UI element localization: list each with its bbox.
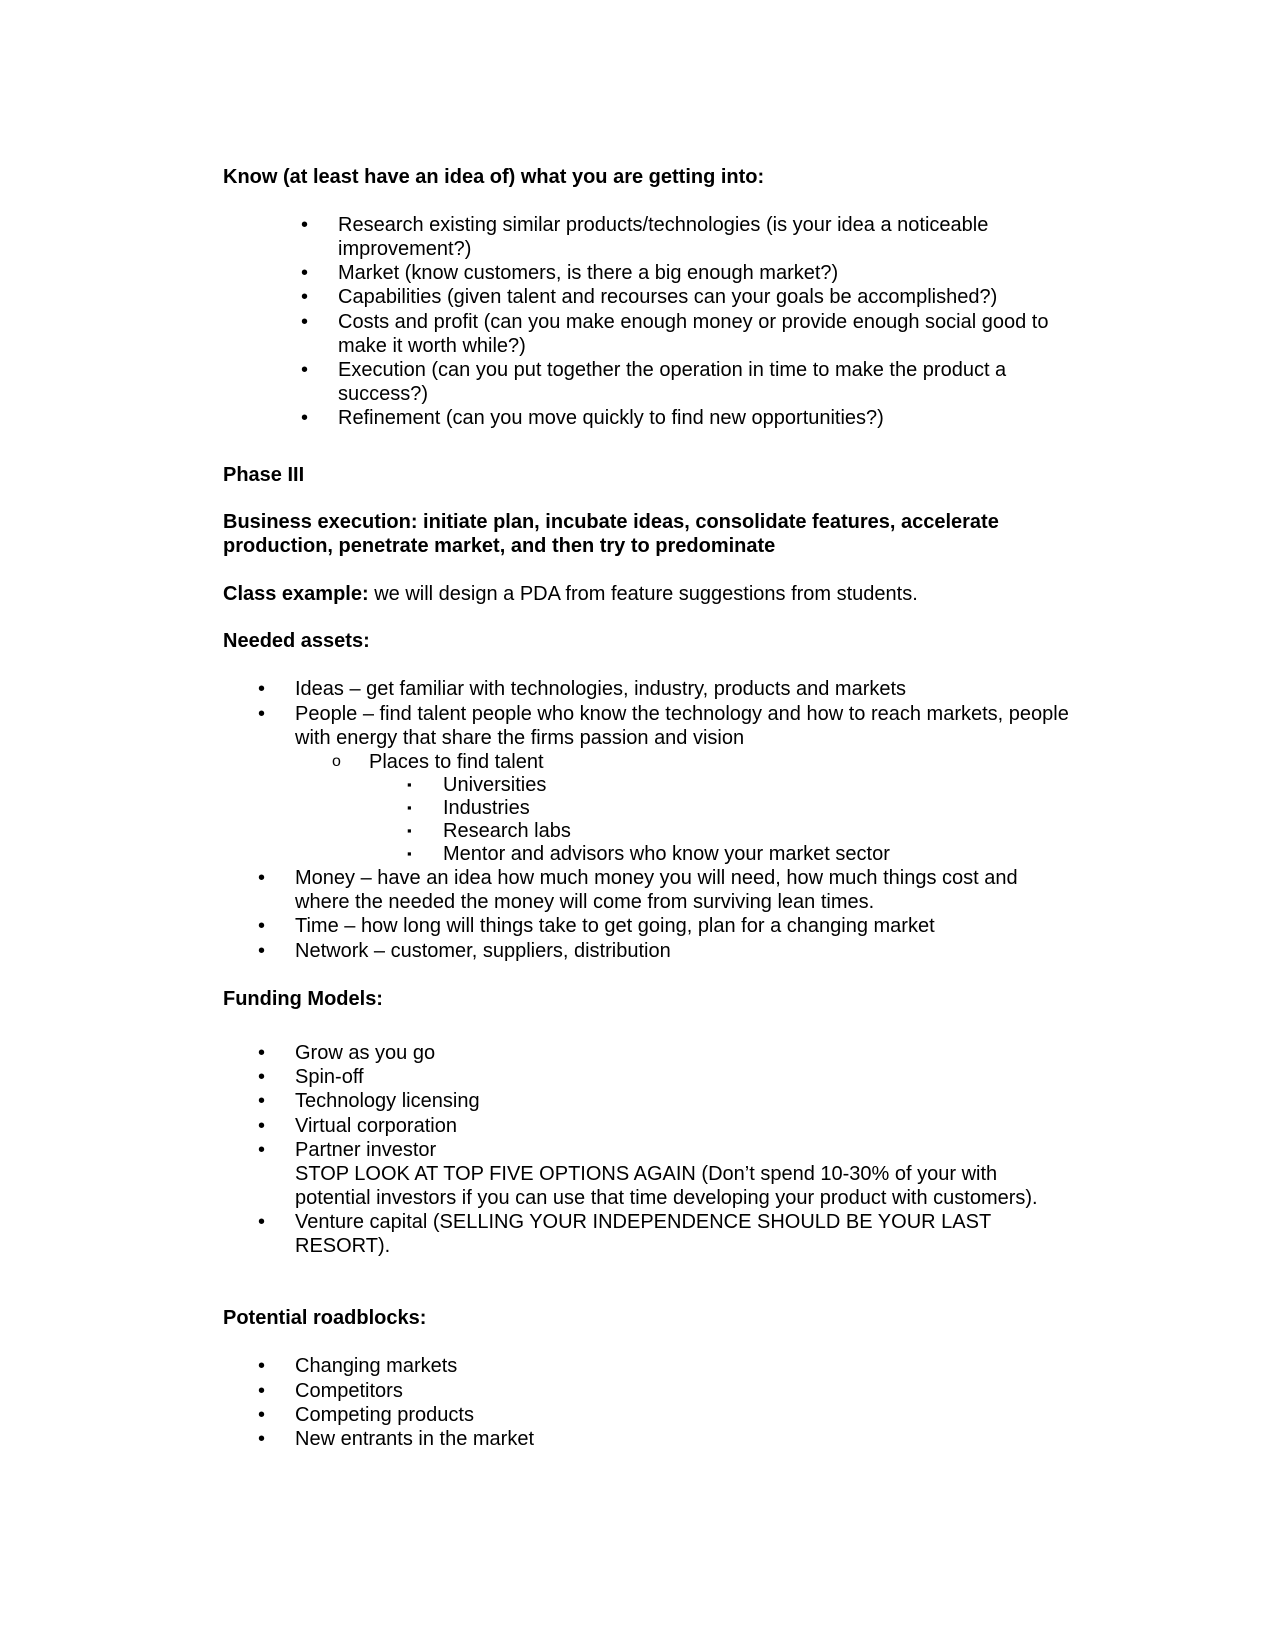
know-item-text: Market (know customers, is there a big enough market?) (338, 262, 839, 284)
list-item (258, 1041, 1075, 1065)
list-item (301, 285, 1083, 309)
place-item-text: Research labs (443, 820, 571, 842)
asset-ideas-text: Ideas – get familiar with technologies, industry, products and markets (295, 678, 907, 700)
bullet-glyph: • (258, 1115, 266, 1137)
bullet-glyph: • (258, 1211, 266, 1233)
asset-people-text: People – find talent people who know the technology and how to reach markets, people with energy that share the firms passion and vision (295, 703, 1069, 749)
bullet-glyph: • (258, 1404, 266, 1426)
asset-time-text: Time – how long will things take to get going, plan for a changing market (295, 915, 935, 937)
list-item (258, 866, 1075, 914)
list-item (258, 1065, 1075, 1089)
square-bullet-glyph: ▪ (407, 846, 412, 861)
know-heading: Know (at least have an idea of) what you are getting into: (223, 166, 765, 188)
roadblocks-heading: Potential roadblocks: (223, 1307, 427, 1329)
list-item (301, 406, 1083, 430)
square-bullet-glyph: ▪ (407, 800, 412, 815)
place-item-text: Mentor and advisors who know your market sector (443, 843, 890, 865)
roadblocks-list (258, 1354, 1075, 1451)
sub-bullet-glyph: o (332, 753, 341, 770)
class-example-label: Class example: (223, 583, 369, 605)
list-item (258, 1403, 1075, 1427)
phase-title: Phase III (223, 464, 305, 486)
funding-item-text: Grow as you go (295, 1042, 436, 1064)
bullet-glyph: • (258, 1042, 266, 1064)
list-item (258, 1427, 1075, 1451)
list-item (295, 796, 1075, 819)
bullet-glyph: • (258, 678, 266, 700)
know-item-text: Capabilities (given talent and recourses can your goals be accomplished?) (338, 286, 998, 308)
bullet-glyph: • (301, 262, 309, 284)
list-item (295, 750, 1075, 773)
funding-item-text: Spin-off (295, 1066, 364, 1088)
place-item-text: Universities (443, 774, 547, 796)
roadblock-item-text: New entrants in the market (295, 1428, 534, 1450)
partner-note: STOP LOOK AT TOP FIVE OPTIONS AGAIN (Don’t spend 10-30% of your with potential investors if you can use that time developing your product with customers). (295, 1163, 1038, 1209)
bullet-glyph: • (258, 867, 266, 889)
funding-item-text: Virtual corporation (295, 1115, 457, 1137)
asset-money-text: Money – have an idea how much money you will need, how much things cost and where the needed the money will come from surviving lean times. (295, 867, 1018, 913)
know-item-text: Costs and profit (can you make enough money or provide enough social good to make it worth while?) (338, 311, 1049, 357)
bullet-glyph: • (258, 940, 266, 962)
list-item (301, 358, 1083, 406)
venture-capital-text: Venture capital (SELLING YOUR INDEPENDENCE SHOULD BE YOUR LAST RESORT). (295, 1211, 991, 1257)
bullet-glyph: • (258, 1090, 266, 1112)
know-list (301, 213, 1083, 430)
square-bullet-glyph: ▪ (407, 823, 412, 838)
list-item (295, 842, 1075, 866)
places-label: Places to find talent (369, 751, 544, 773)
roadblock-item-text: Competitors (295, 1380, 403, 1402)
bullet-glyph: • (258, 703, 266, 725)
place-item-text: Industries (443, 797, 530, 819)
list-item (258, 1379, 1075, 1403)
list-item (258, 1089, 1075, 1114)
funding-heading: Funding Models: (223, 988, 383, 1010)
know-item-text: Research existing similar products/technologies (is your idea a noticeable improvement?) (338, 214, 989, 260)
list-item (258, 1210, 1075, 1258)
funding-item-text: Technology licensing (295, 1090, 480, 1112)
list-item (301, 213, 1083, 261)
bullet-glyph: • (301, 286, 309, 308)
list-item (258, 914, 1075, 939)
asset-network-text: Network – customer, suppliers, distribution (295, 940, 671, 962)
list-item (258, 1114, 1075, 1138)
business-execution: Business execution: initiate plan, incubate ideas, consolidate features, accelerate production, penetrate market, and then try to predominate (223, 511, 999, 557)
bullet-glyph: • (258, 1355, 266, 1377)
bullet-glyph: • (258, 1428, 266, 1450)
square-bullet-glyph: ▪ (407, 777, 412, 792)
bullet-glyph: • (301, 407, 309, 429)
bullet-glyph: • (301, 311, 309, 333)
bullet-glyph: • (258, 915, 266, 937)
bullet-glyph: • (258, 1066, 266, 1088)
list-item (295, 773, 1075, 796)
needed-assets-list (258, 677, 1075, 963)
roadblock-item-text: Competing products (295, 1404, 474, 1426)
know-item-text: Refinement (can you move quickly to find new opportunities?) (338, 407, 884, 429)
bullet-glyph: • (258, 1139, 266, 1161)
class-example-text: we will design a PDA from feature suggestions from students. (368, 583, 918, 605)
bullet-glyph: • (301, 214, 309, 236)
list-item (258, 677, 1075, 702)
list-item (258, 702, 1075, 750)
list-item (258, 939, 1075, 963)
bullet-glyph: • (258, 1380, 266, 1402)
bullet-glyph: • (301, 359, 309, 381)
know-item-text: Execution (can you put together the operation in time to make the product a success?) (338, 359, 1007, 405)
list-item (301, 261, 1083, 285)
funding-list (258, 1041, 1075, 1258)
list-item (258, 1138, 1075, 1210)
funding-item-text: Partner investor (295, 1139, 437, 1161)
roadblock-item-text: Changing markets (295, 1355, 458, 1377)
list-item (258, 1354, 1075, 1379)
list-item (295, 819, 1075, 842)
needed-assets-heading: Needed assets: (223, 630, 370, 652)
list-item (301, 310, 1083, 358)
class-example (223, 582, 1083, 606)
